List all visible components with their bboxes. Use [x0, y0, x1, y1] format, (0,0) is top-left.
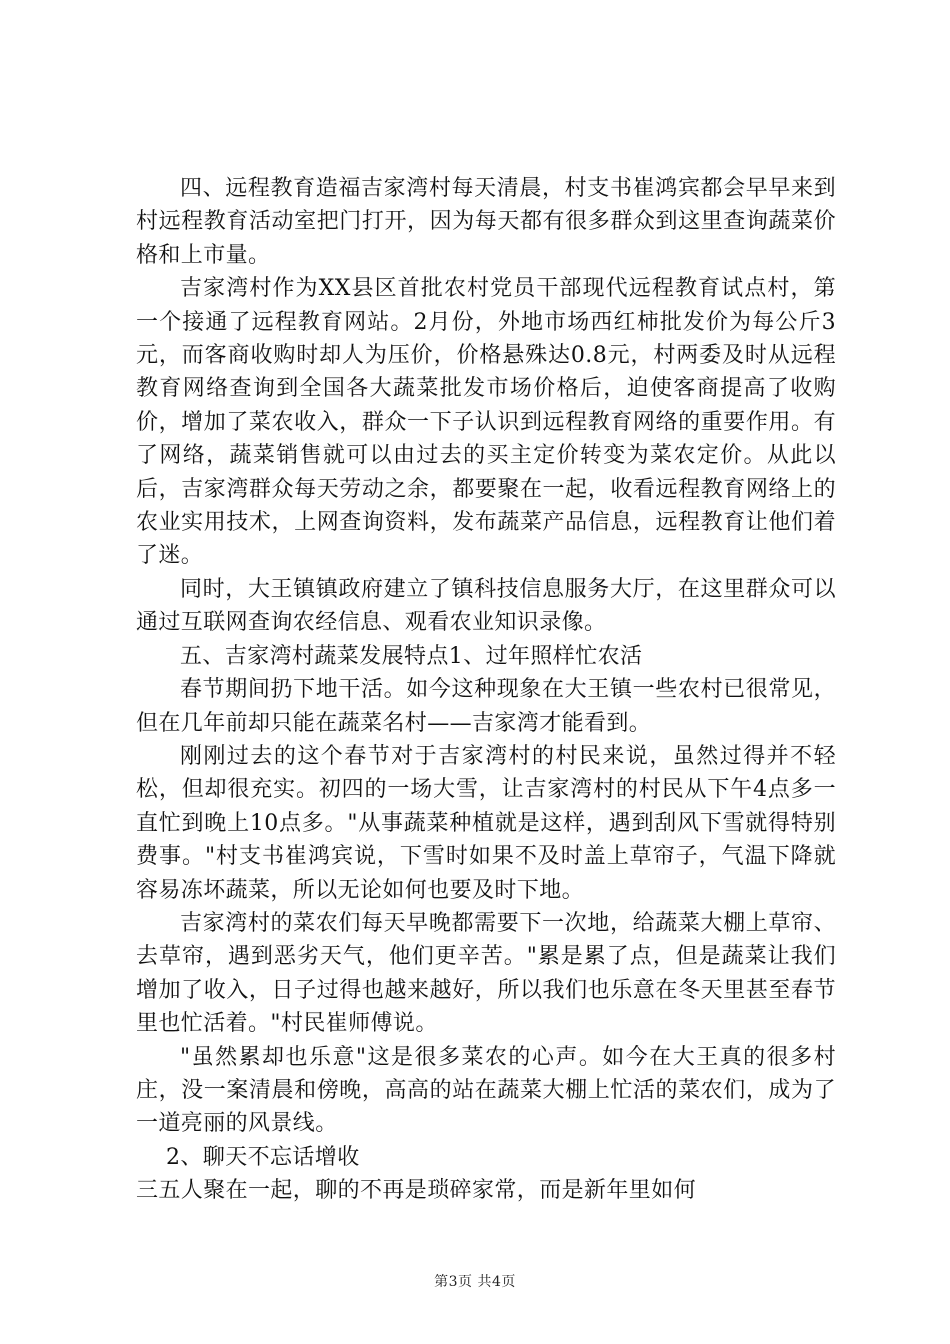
page-footer: [0, 1271, 950, 1291]
paragraph-chat-income: 三五人聚在一起，聊的不再是琐碎家常，而是新年里如何: [136, 1178, 697, 1204]
section-heading-chat-income: 2、聊天不忘话增收: [166, 1144, 360, 1170]
paragraph-remote-education-intro: 四、远程教育造福吉家湾村每天清晨，村支书崔鸿宾都会早早来到村远程教育活动室把门打开，因为每天都有很多群众到这里查询蔬菜价格和上市量。: [136, 176, 836, 268]
document-body: [136, 172, 836, 1208]
paragraph-remote-education-network: 吉家湾村作为XX县区首批农村党员干部现代远程教育试点村，第一个接通了远程教育网站。2月份，外地市场西红柿批发价为每公斤3元，而客商收购时却人为压价，价格悬殊达0.8元，村两委及时从远程教育网络查询到全国各大蔬菜批发市场价格后，迫使客商提高了收购价，增加了菜农收入，群众一下子认识到远程教育网络的重要作用。有了网络，蔬菜销售就可以由过去的买主定价转变为菜农定价。从此以后，吉家湾群众每天劳动之余，都要聚在一起，收看远程教育网络上的农业实用技术，上网查询资料，发布蔬菜产品信息，远程教育让他们着了迷。: [136, 276, 836, 569]
paragraph-farmers-voice: "虽然累却也乐意"这是很多菜农的心声。如今在大王真的很多村庄，没一案清晨和傍晚，高高的站在蔬菜大棚上忙活的菜农们，成为了一道亮丽的风景线。: [136, 1044, 836, 1137]
paragraph-tech-service-hall: 同时，大王镇镇政府建立了镇科技信息服务大厅，在这里群众可以通过互联网查询农经信息、观看农业知识录像。: [136, 576, 836, 636]
paragraph-spring-festival-snow: 刚刚过去的这个春节对于吉家湾村的村民来说，虽然过得并不轻松，但却很充实。初四的一场大雪，让吉家湾村的村民从下午4点多一直忙到晚上10点多。"从事蔬菜种植就是这样，遇到刮风下雪就得特别费事。"村支书崔鸿宾说，下雪时如果不及时盖上草帘子，气温下降就容易冻坏蔬菜，所以无论如何也要及时下地。: [136, 743, 836, 903]
paragraph-daily-greenhouse-work: 吉家湾村的菜农们每天早晚都需要下一次地，给蔬菜大棚上草帘、去草帘，遇到恶劣天气，他们更辛苦。"累是累了点，但是蔬菜让我们增加了收入，日子过得也越来越好，所以我们也乐意在冬天里甚至春节里也忙活着。"村民崔师傅说。: [136, 910, 836, 1037]
page-number-label: 第3页 共4页: [434, 1274, 516, 1290]
paragraph-spring-festival-work: 春节期间扔下地干活。如今这种现象在大王镇一些农村已很常见，但在几年前却只能在蔬菜名村——吉家湾才能看到。: [136, 677, 836, 736]
section-heading-features: 五、吉家湾村蔬菜发展特点1、过年照样忙农活: [180, 643, 643, 669]
